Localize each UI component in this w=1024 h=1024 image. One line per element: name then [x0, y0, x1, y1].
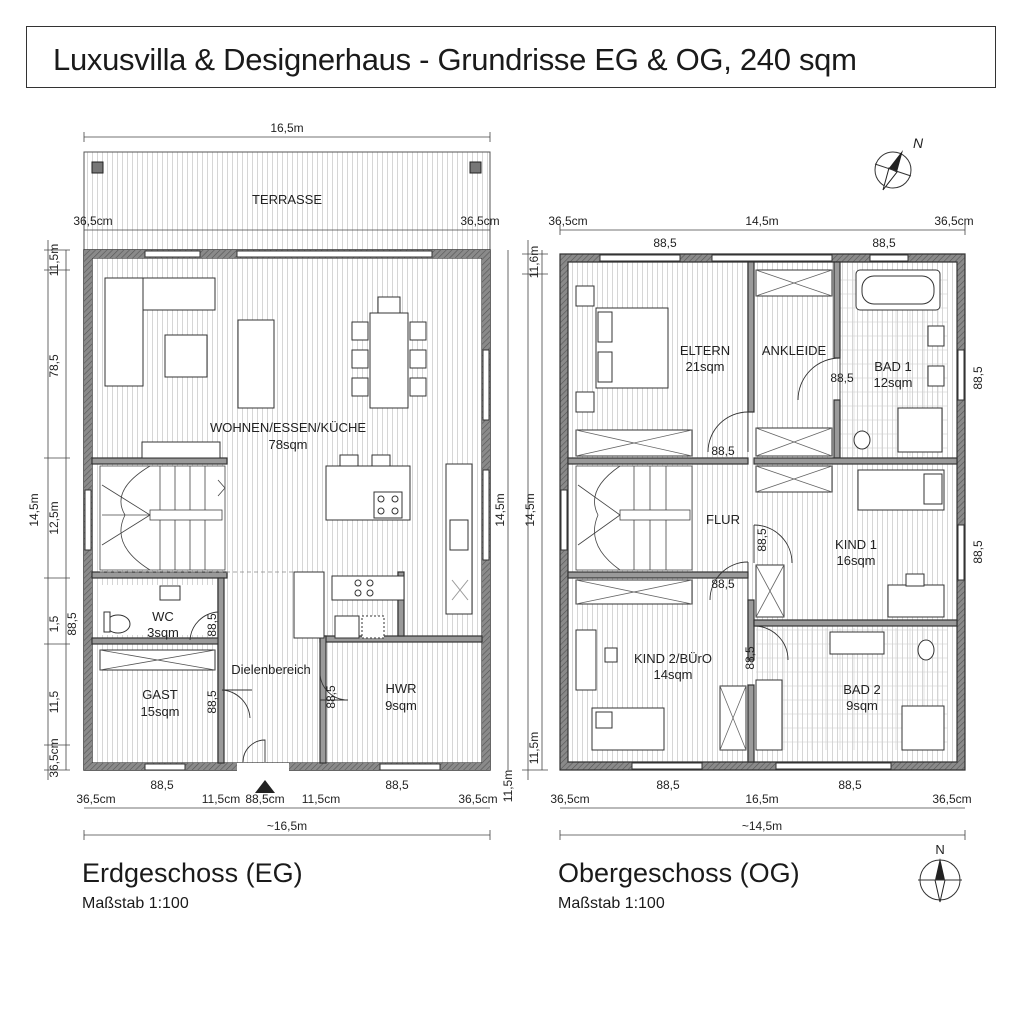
eg-dim-left-outer: 14,5m: [27, 493, 41, 527]
og-dim-door-bad2: 88,5: [743, 646, 757, 670]
og-dim-right-1: 88,5: [971, 366, 985, 390]
eg-room-diele-name: Dielenbereich: [231, 662, 311, 677]
eg-dim-left-3: 12,5m: [47, 501, 61, 535]
eg-dim-left-6: 36,5cm: [47, 738, 61, 778]
compass-bottom-label: N: [935, 842, 945, 857]
eg-dim-door-wc: 88,5: [205, 613, 219, 637]
og-dim-bottom-2: 16,5m: [745, 792, 779, 806]
og-dim-top-left: 36,5cm: [548, 214, 588, 228]
og-room-kind1-area: 16sqm: [836, 553, 876, 568]
og-dim-bottom-3: 36,5cm: [932, 792, 972, 806]
og-dim-door-flur-2: 88,5: [711, 577, 735, 591]
eg-dim-right-total: 14,5m: [493, 493, 507, 527]
eg-dim-bottom-1: 36,5cm: [76, 792, 116, 806]
og-room-bad1-name: BAD 1: [874, 359, 912, 374]
eg-caption: [82, 858, 303, 913]
eg-terrace-label: TERRASSE: [251, 192, 323, 207]
eg-dim-bottom-win-right: 88,5: [385, 778, 409, 792]
og-room-bad2-area: 9sqm: [846, 698, 878, 713]
compass-top-label: N: [913, 135, 924, 151]
og-dim-win-left: 88,5: [653, 236, 677, 250]
eg-caption-title: Erdgeschoss (EG): [82, 858, 303, 888]
eg-dim-right-bottom: 11,5m: [501, 769, 515, 803]
og-dim-top-right: 36,5cm: [934, 214, 974, 228]
og-room-ankleide-name: ANKLEIDE: [761, 343, 827, 358]
og-floor-plan: [522, 214, 985, 840]
og-dim-win-right: 88,5: [872, 236, 896, 250]
og-dim-left-1: 11,6m: [527, 245, 541, 279]
eg-staircase: [100, 466, 225, 570]
eg-room-hwr-area: 9sqm: [385, 698, 417, 713]
og-room-bad1-area: 12sqm: [873, 375, 913, 390]
og-dim-top-mid: 14,5m: [745, 214, 779, 228]
og-dim-bottom-1: 36,5cm: [550, 792, 590, 806]
og-dim-bottom-win-left: 88,5: [656, 778, 680, 792]
og-staircase: [576, 466, 692, 570]
og-dim-right-2: 88,5: [971, 540, 985, 564]
og-dim-door-bad1: 88,5: [830, 371, 854, 385]
eg-dim-bottom-5: 36,5cm: [458, 792, 498, 806]
eg-dim-left-2: 78,5: [47, 354, 61, 378]
eg-room-hwr-name: HWR: [385, 681, 417, 696]
eg-dim-bottom-win-left: 88,5: [150, 778, 174, 792]
og-caption-scale: Maßstab 1:100: [558, 895, 665, 912]
eg-dim-bottom-2: 11,5cm: [201, 792, 241, 806]
og-dim-left-total: 14,5m: [523, 493, 537, 527]
eg-dim-bottom-3: 88,5cm: [245, 792, 285, 806]
og-dim-door-kind1: 88,5: [755, 528, 769, 552]
page-title: Luxusvilla & Designerhaus - Grundrisse EG & OG, 240 sqm: [53, 42, 857, 77]
og-room-bad2-name: BAD 2: [843, 682, 881, 697]
eg-dim-door-gast: 88,5: [205, 690, 219, 714]
eg-room-gast-area: 15sqm: [140, 704, 180, 719]
og-caption-title: Obergeschoss (OG): [558, 858, 800, 888]
eg-dim-left-5: 11,5: [47, 690, 61, 714]
eg-room-wc-area: 3sqm: [147, 625, 179, 640]
og-room-kind2-name: KIND 2/BÜrO: [633, 651, 713, 666]
og-room-flur-name: FLUR: [706, 512, 740, 527]
eg-dim-left-wc: 88,5: [65, 612, 79, 636]
eg-dim-door-hwr: 88,5: [324, 685, 338, 709]
eg-dim-left-1: 11,5m: [47, 243, 61, 277]
eg-room-gast-name: GAST: [142, 687, 178, 702]
og-dim-left-bottom: 11,5m: [527, 731, 541, 765]
og-room-eltern-area: 21sqm: [685, 359, 725, 374]
og-room-kind2-area: 14sqm: [653, 667, 693, 682]
eg-room-wc-name: WC: [152, 609, 174, 624]
eg-dim-left-4: 1,5: [47, 615, 61, 633]
compass-bottom-icon: [918, 842, 962, 902]
og-room-eltern-name: ELTERN: [679, 343, 731, 358]
og-room-kind1-name: KIND 1: [835, 537, 877, 552]
og-dim-bottom-win-right: 88,5: [838, 778, 862, 792]
og-dim-door-flur-1: 88,5: [711, 444, 735, 458]
eg-dim-total: ~16,5m: [266, 819, 308, 833]
eg-dim-bottom-4: 11,5cm: [301, 792, 341, 806]
eg-dim-terrace-left: 36,5cm: [73, 214, 113, 228]
eg-dim-terrace-right: 36,5cm: [460, 214, 500, 228]
eg-room-wohnen-name: WOHNEN/ESSEN/KÜCHE: [209, 420, 367, 435]
og-dim-total: ~14,5m: [741, 819, 783, 833]
og-caption: [558, 858, 800, 913]
eg-room-wohnen-area: 78sqm: [268, 437, 308, 452]
eg-caption-scale: Maßstab 1:100: [82, 895, 189, 912]
compass-top-icon: [875, 135, 924, 190]
eg-dim-top-width: 16,5m: [270, 121, 304, 135]
eg-floor-plan: [27, 121, 515, 840]
